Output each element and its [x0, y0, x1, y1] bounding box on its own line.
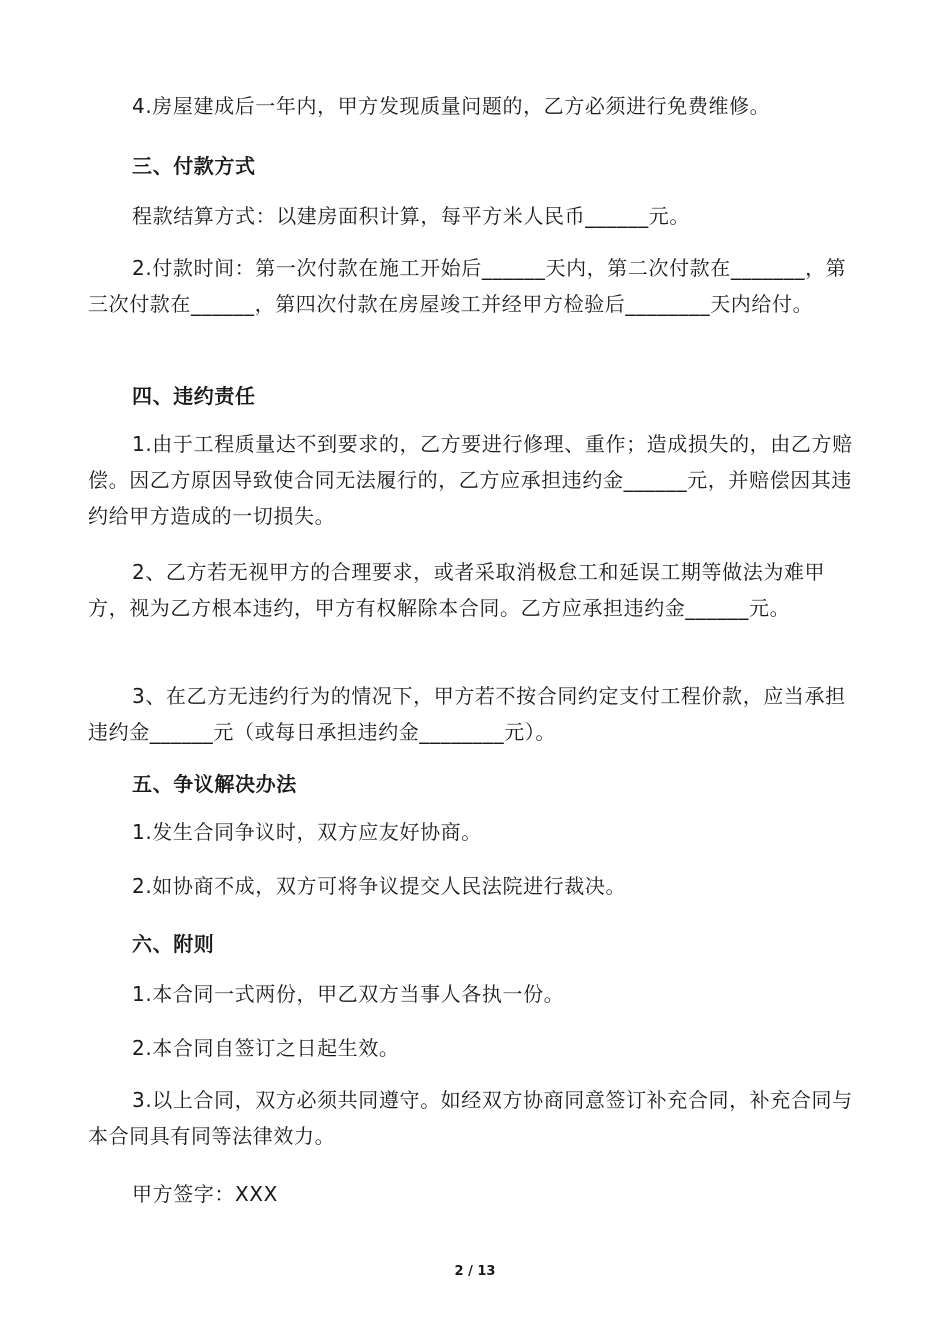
section-heading-supplementary: 六、附则	[132, 932, 215, 956]
section-heading-dispute: 五、争议解决办法	[132, 772, 297, 796]
clause-1-negotiation: 1.发生合同争议时，双方应友好协商。	[132, 820, 482, 844]
clause-2-payment-time: 2.付款时间：第一次付款在施工开始后______天内，第二次付款在_______，第三次付款在______，第四次付款在房屋竣工并经甲方检验后________天内给付。	[88, 256, 847, 316]
clause-1-copies: 1.本合同一式两份，甲乙双方当事人各执一份。	[132, 982, 565, 1006]
clause-settlement-method: 程款结算方式：以建房面积计算，每平方米人民币______元。	[132, 204, 690, 228]
clause-2-effective: 2.本合同自签订之日起生效。	[132, 1036, 400, 1060]
clause-2-contractor-breach: 2、乙方若无视甲方的合理要求，或者采取消极怠工和延误工期等做法为难甲方，视为乙方根本违约，甲方有权解除本合同。乙方应承担违约金______元。	[88, 560, 826, 620]
clause-1-quality-liability: 1.由于工程质量达不到要求的，乙方要进行修理、重作；造成损失的，由乙方赔偿。因乙方原因导致使合同无法履行的，乙方应承担违约金______元，并赔偿因其违约给甲方造成的一切损失。	[88, 432, 853, 528]
clause-2-court: 2.如协商不成，双方可将争议提交人民法院进行裁决。	[132, 874, 627, 898]
clause-3-compliance: 3.以上合同，双方必须共同遵守。如经双方协商同意签订补充合同，补充合同与本合同具有同等法律效力。	[88, 1088, 853, 1148]
page-number: 2 / 13	[454, 1264, 496, 1279]
clause-4-warranty: 4.房屋建成后一年内，甲方发现质量问题的，乙方必须进行免费维修。	[132, 94, 771, 118]
party-a-signature: 甲方签字：XXX	[132, 1182, 278, 1206]
section-heading-payment: 三、付款方式	[132, 154, 256, 178]
section-heading-liability: 四、违约责任	[132, 384, 256, 408]
clause-3-owner-breach: 3、在乙方无违约行为的情况下，甲方若不按合同约定支付工程价款，应当承担违约金______元（或每日承担违约金________元）。	[88, 684, 846, 744]
